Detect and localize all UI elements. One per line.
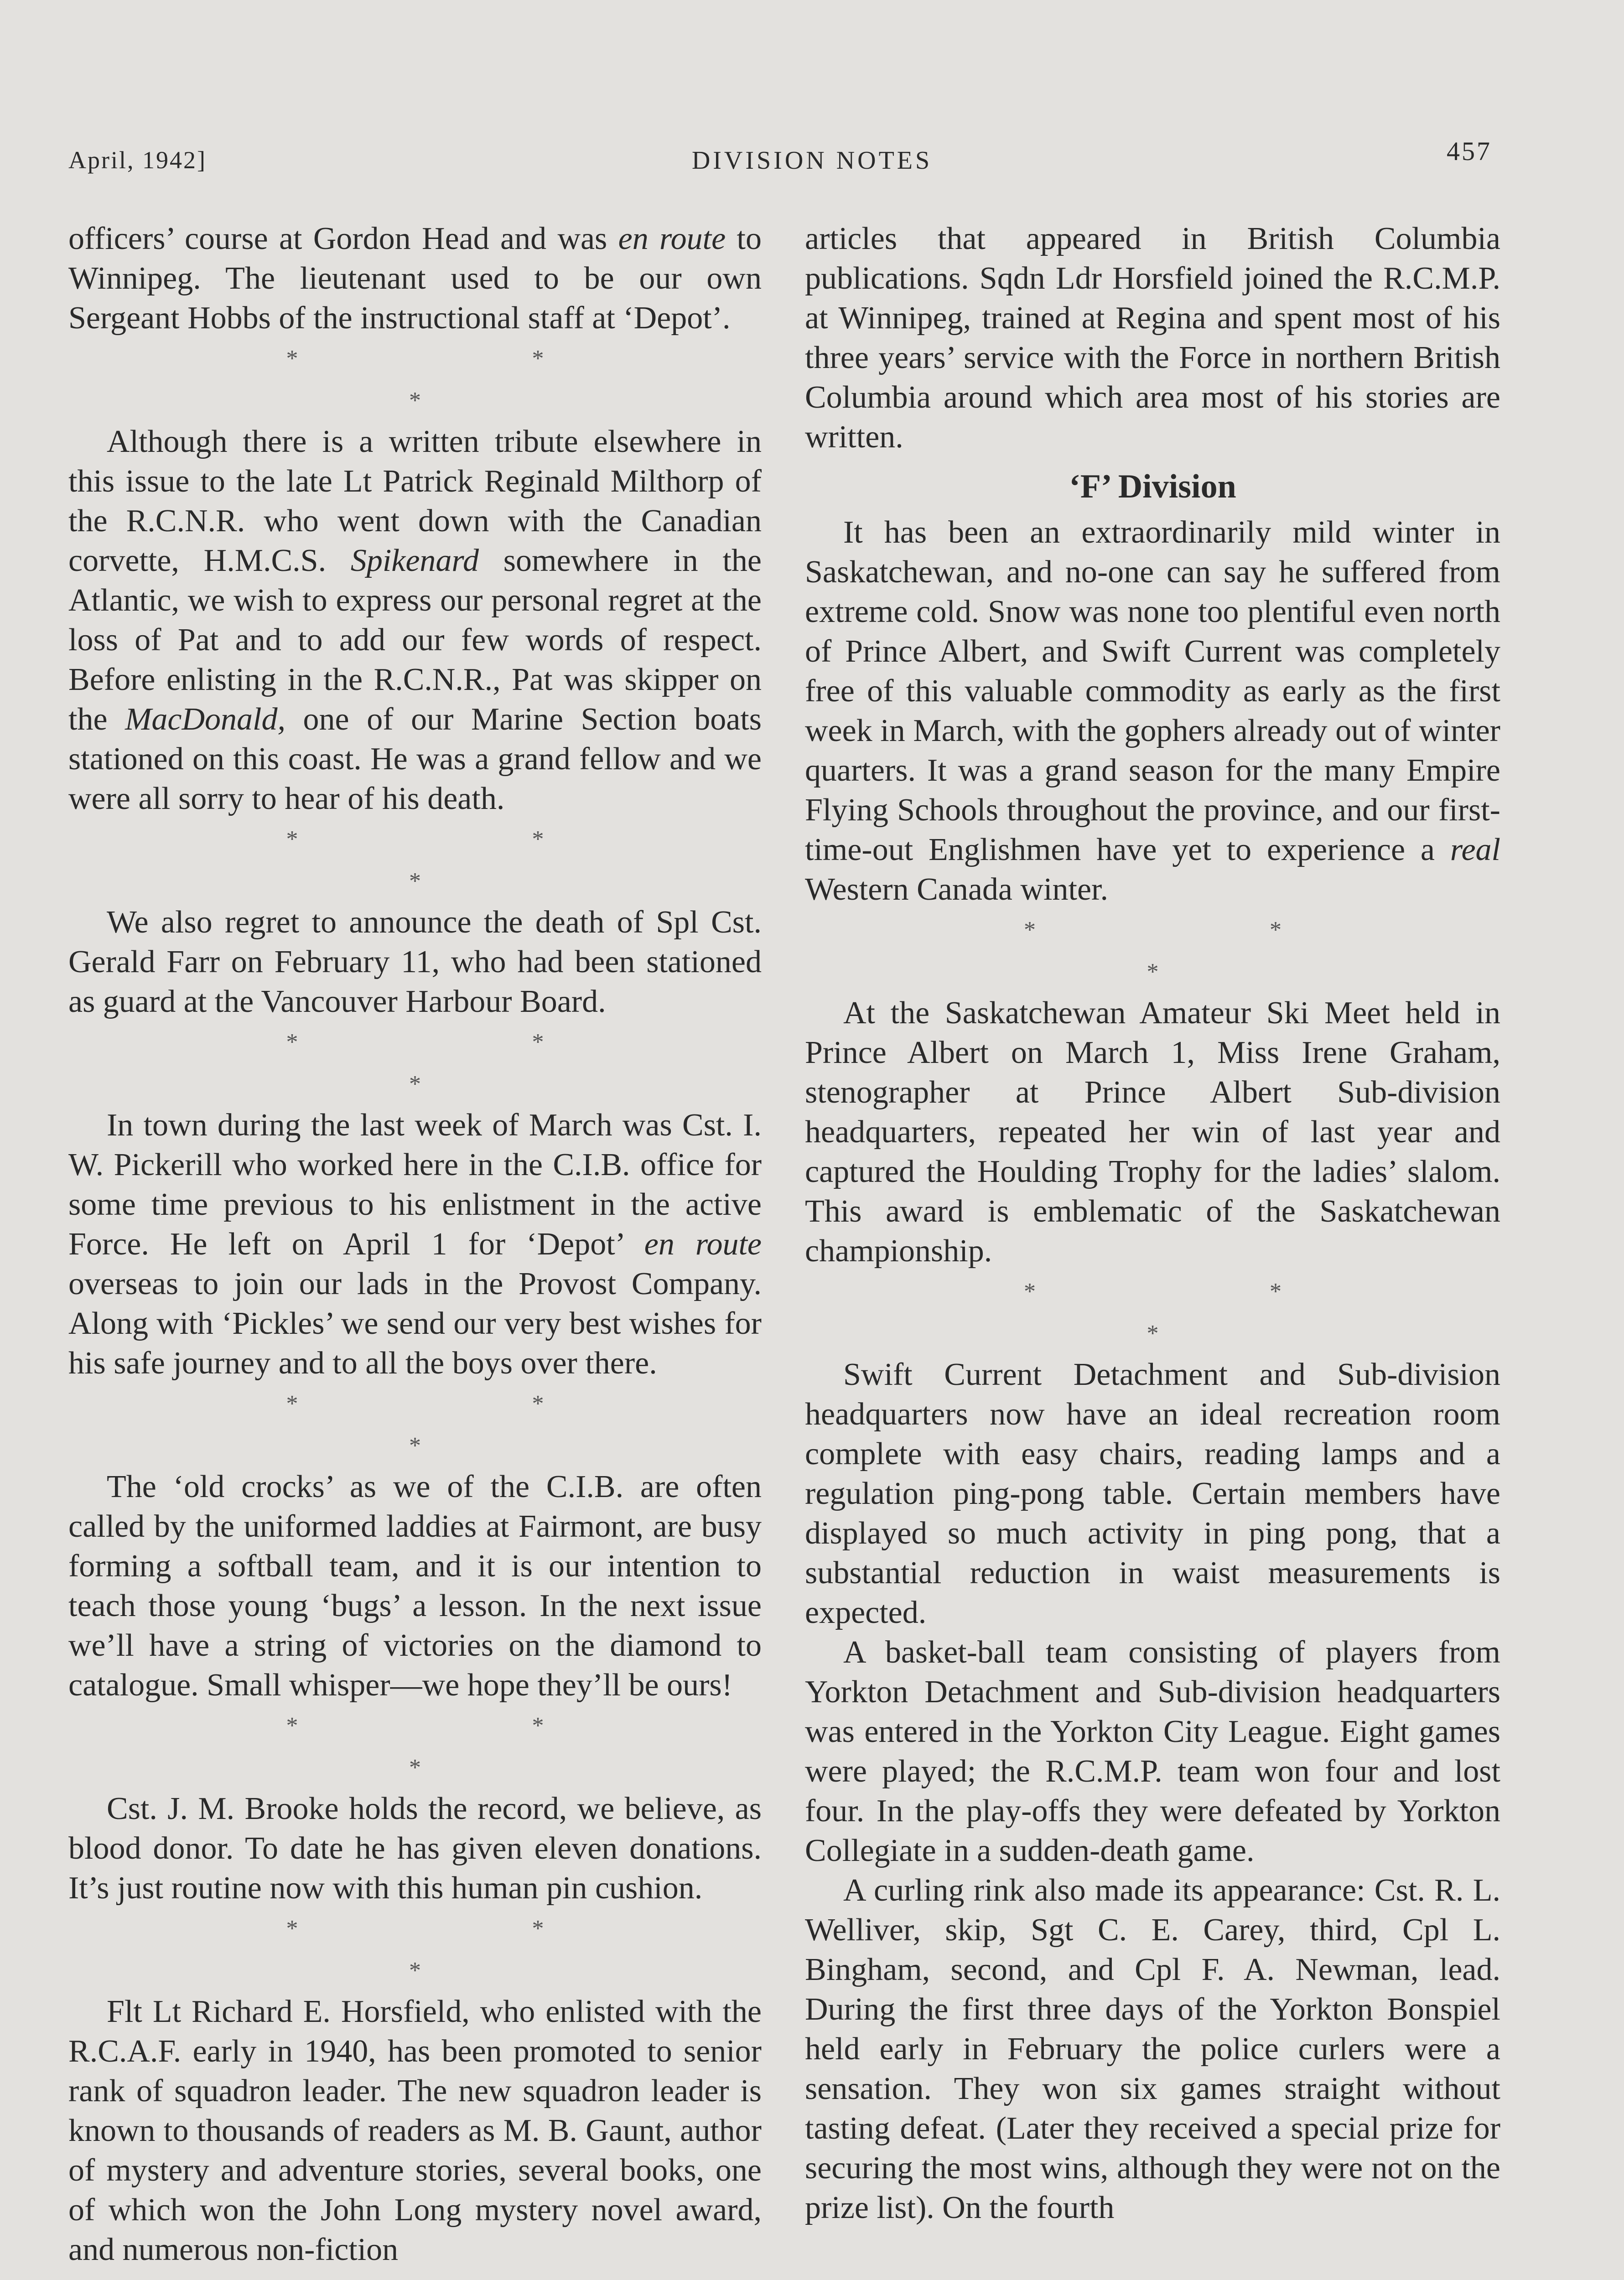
paragraph: articles that appeared in British Columbia publications. Sqdn Ldr Horsfield joined the R.C.M.P. at Winnipeg, trained at Regina and spent most of his three years’ service with the Force in northern British Columbia around which area most of his stories are written. [805,221,1500,455]
separator: * * * [286,1029,658,1097]
separator: * * * [286,1916,658,1984]
issue-date: April, 1942] [68,146,207,174]
separator: * * * [286,1391,658,1459]
paragraph: It has been an extraordinarily mild winter in Saskatchewan, and no-one can say he suffered from extreme cold. Snow was none too plentiful even north of Prince Albert, and Swift Current was completely free of this valuable commodity as early as the first week in March, with the gophers already out of winter quarters. It was a grand season for the many Empire Flying Schools throughout the province, and our first-time-out Englishmen have yet to experience a real Western Canada winter. [805,515,1500,907]
running-header [0,132,1624,182]
paragraph: We also regret to announce the death of Spl Cst. Gerald Farr on February 11, who had been stationed as guard at the Vancouver Harbour Board. [68,905,762,1019]
paragraph: Flt Lt Richard E. Horsfield, who enlisted with the R.C.A.F. early in 1940, has been promoted to senior rank of squadron leader. The new squadron leader is known to thousands of readers as M. B. Gaunt, author of mystery and adventure stories, several books, one of which won the John Long mystery novel award, and numerous non-fiction [68,1994,762,2267]
paragraph: The ‘old crocks’ as we of the C.I.B. are often called by the uniformed laddies at Fairmont, are busy forming a softball team, and it is our intention to teach those young ‘bugs’ a lesson. In the next issue we’ll have a string of victories on the diamond to catalogue. Small whisper—we hope they’ll be ours! [68,1469,762,1703]
paragraph: In town during the last week of March was Cst. I. W. Pickerill who worked here in the C.I.B. office for some time previous to his enlistment in the active Force. He left on April 1 for ‘Depot’ en route overseas to join our lads in the Provost Company. Along with ‘Pickles’ we send our very best wishes for his safe journey and to all the boys over there. [68,1108,762,1381]
left-column [68,219,762,2270]
paragraph: A curling rink also made its appearance: Cst. R. L. Welliver, skip, Sgt C. E. Carey, third, Cpl L. Bingham, second, and Cpl F. A. Newman, lead. During the first three days of the Yorkton Bonspiel held early in February the police curlers were a sensation. They won six games straight without tasting defeat. (Later they received a special prize for securing the most wins, although they were not on the prize list). On the fourth [805,1873,1500,2225]
paragraph: Swift Current Detachment and Sub-division headquarters now have an ideal recreation room complete with easy chairs, reading lamps and a regulation ping-pong table. Certain members have displayed so much activity in ping pong, that a substantial reduction in waist measurements is expected. [805,1357,1500,1630]
section-heading: ‘F’ Division [1069,468,1236,505]
page-number: 457 [1447,136,1492,166]
right-column [805,219,1500,2228]
separator: * * * [1024,917,1396,985]
separator: * * * [1024,1279,1396,1347]
separator: * * * [286,826,658,894]
paragraph: Cst. J. M. Brooke holds the record, we believe, as blood donor. To date he has given eleven donations. It’s just routine now with this human pin cushion. [68,1791,762,1906]
paragraph: Although there is a written tribute elsewhere in this issue to the late Lt Patrick Reginald Milthorp of the R.C.N.R. who went down with the Canadian corvette, H.M.C.S. Spikenard somewhere in the Atlantic, we wish to express our personal regret at the loss of Pat and to add our few words of respect. Before enlisting in the R.C.N.R., Pat was skipper on the MacDonald, one of our Marine Section boats stationed on this coast. He was a grand fellow and we were all sorry to hear of his death. [68,424,762,816]
paragraph: officers’ course at Gordon Head and was en route to Winnipeg. The lieutenant used to be our own Sergeant Hobbs of the instructional staff at ‘Depot’. [68,221,762,336]
section-running-title: DIVISION NOTES [691,146,933,175]
separator: * * * [286,1713,658,1781]
separator: * * * [286,346,658,414]
paragraph: A basket-ball team consisting of players from Yorkton Detachment and Sub-division headquarters was entered in the Yorkton City League. Eight games were played; the R.C.M.P. team won four and lost four. In the play-offs they were defeated by Yorkton Collegiate in a sudden-death game. [805,1635,1500,1868]
paragraph: At the Saskatchewan Amateur Ski Meet held in Prince Albert on March 1, Miss Irene Graham, stenographer at Prince Albert Sub-division headquarters, repeated her win of last year and captured the Houlding Trophy for the ladies’ slalom. This award is emblematic of the Saskatchewan championship. [805,995,1500,1269]
